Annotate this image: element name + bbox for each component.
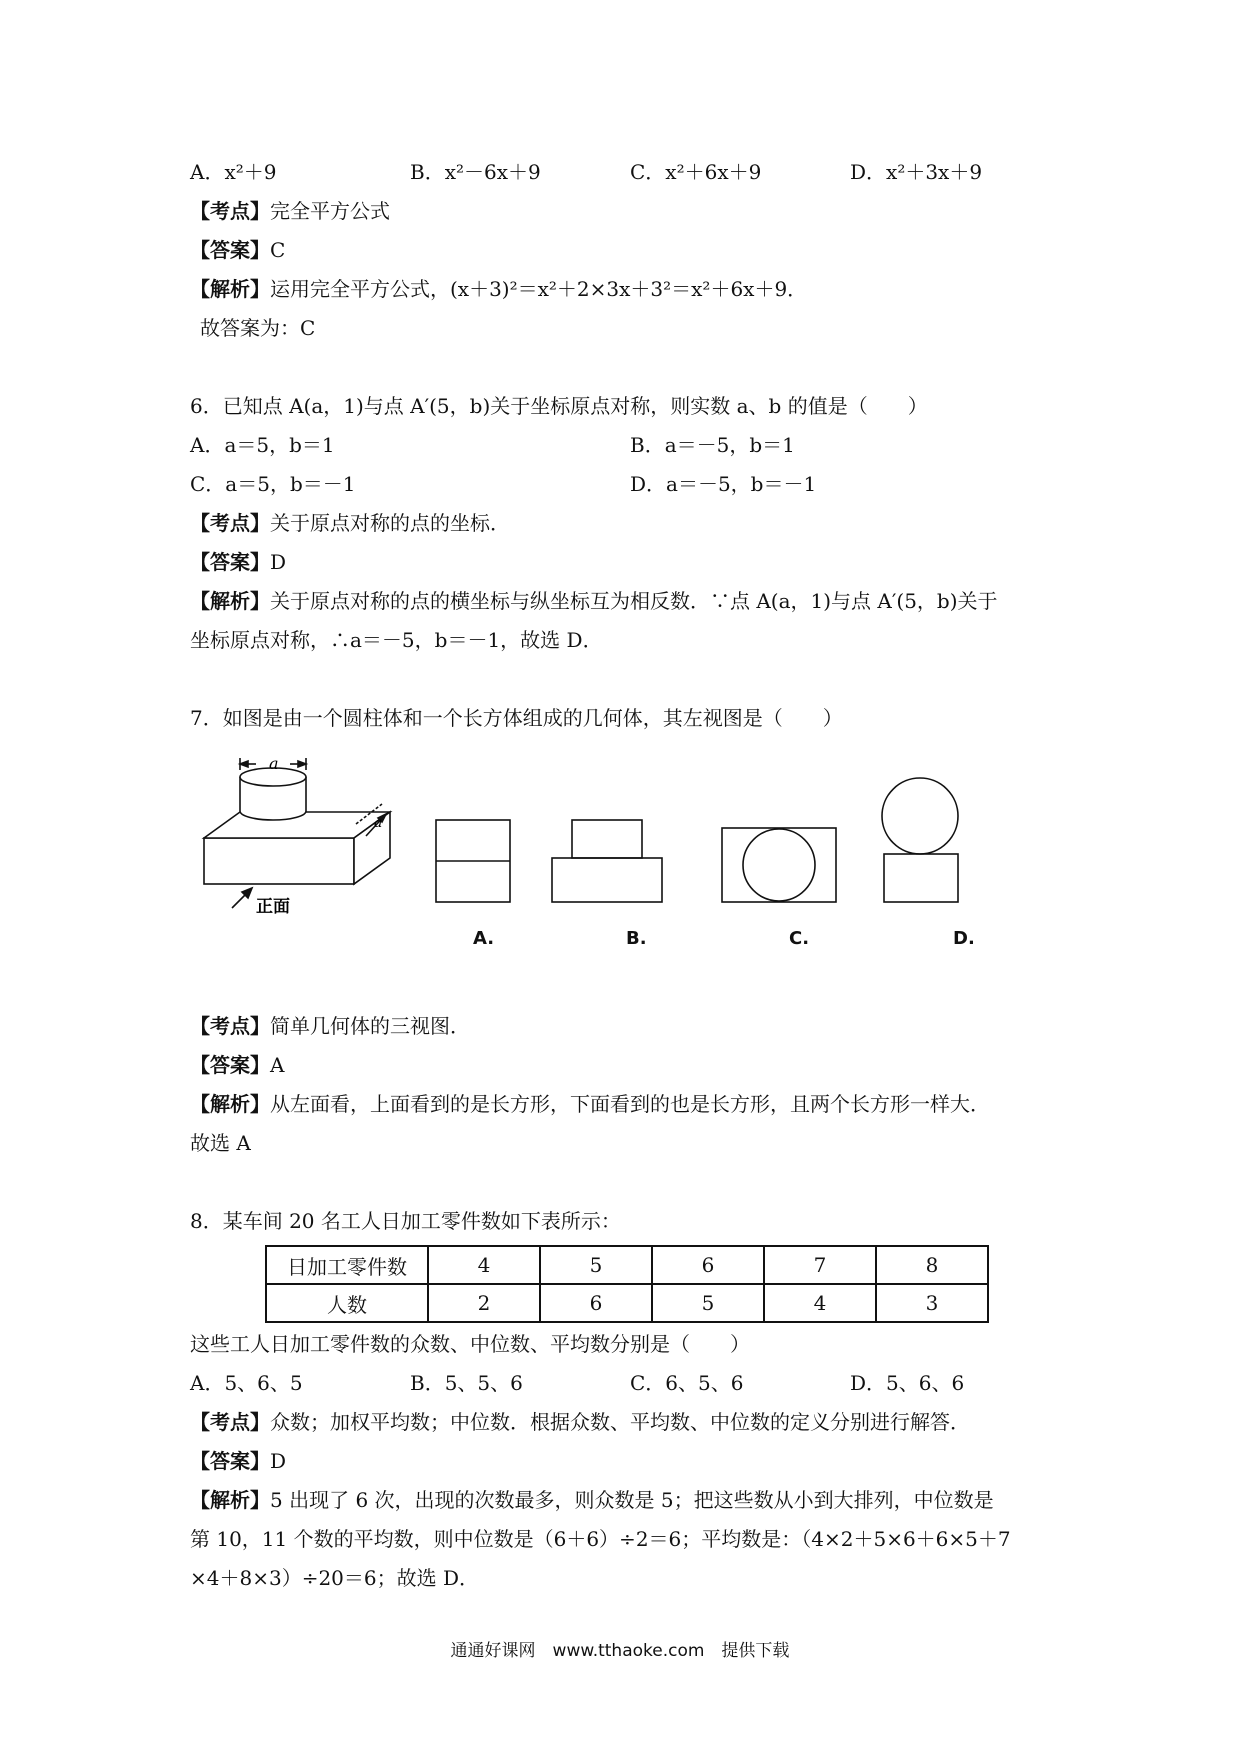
table-cell: 8	[876, 1246, 988, 1284]
choice-c-label: C.	[789, 928, 810, 949]
choice-a-label: A.	[473, 928, 495, 949]
solid-drawing	[204, 758, 390, 908]
choice-d-drawing	[882, 778, 958, 902]
q8-option-d: D．5、6、6	[850, 1371, 965, 1395]
dim-a-side: a	[374, 815, 383, 831]
answer-text: C	[270, 238, 286, 262]
q7-analysis	[190, 1090, 990, 1118]
q5-analysis	[190, 275, 807, 303]
q6-analysis	[190, 587, 998, 615]
table-cell: 2	[428, 1284, 540, 1322]
q8-frequency-table	[265, 1245, 989, 1323]
kaodian-tag: 【考点】	[190, 199, 270, 223]
analysis-text: 从左面看，上面看到的是长方形，下面看到的也是长方形，且两个长方形一样大．	[270, 1092, 990, 1116]
q5-option-d: D．x²＋3x＋9	[850, 160, 983, 184]
q8-answer	[190, 1447, 286, 1475]
answer-tag: 【答案】	[190, 1449, 270, 1473]
table-cell: 3	[876, 1284, 988, 1322]
kaodian-text: 简单几何体的三视图．	[270, 1014, 470, 1038]
q6-stem: 6．已知点 A(a，1)与点 A′(5，b)关于坐标原点对称，则实数 a、b 的值是（ ）	[190, 394, 928, 418]
q5-option-a: A．x²＋9	[190, 160, 277, 184]
q5-conclusion: 故答案为：C	[200, 316, 316, 340]
answer-tag: 【答案】	[190, 550, 270, 574]
q5-answer	[190, 236, 285, 264]
kaodian-text: 完全平方公式	[270, 199, 390, 223]
kaodian-text: 众数；加权平均数；中位数．根据众数、平均数、中位数的定义分别进行解答．	[270, 1410, 970, 1434]
q8-analysis-cont-2: ×4＋8×3）÷20＝6；故选 D．	[190, 1566, 480, 1590]
page-footer: 通通好课网 www.tthaoke.com 提供下载	[450, 1641, 790, 1661]
choice-c-drawing	[722, 828, 836, 902]
q7-answer	[190, 1051, 284, 1079]
q8-option-b: B．5、5、6	[410, 1371, 523, 1395]
q8-analysis-cont-1: 第 10，11 个数的平均数，则中位数是（6＋6）÷2＝6；平均数是：（4×2＋5×6＋6×5＋7	[190, 1527, 1011, 1551]
choice-b-drawing	[552, 820, 662, 902]
q6-option-d: D．a＝－5，b＝－1	[630, 472, 817, 496]
answer-text: D	[270, 1449, 287, 1473]
kaodian-tag: 【考点】	[190, 1014, 270, 1038]
answer-text: D	[270, 550, 287, 574]
q6-option-a: A．a＝5，b＝1	[190, 433, 335, 457]
answer-text: A	[270, 1053, 285, 1077]
q6-option-b: B．a＝－5，b＝1	[630, 433, 795, 457]
table-row	[266, 1284, 988, 1322]
q5-kaodian	[190, 197, 390, 225]
q8-option-a: A．5、6、5	[190, 1371, 303, 1395]
q7-stem: 7．如图是由一个圆柱体和一个长方体组成的几何体，其左视图是（ ）	[190, 706, 843, 730]
choice-a-drawing	[436, 820, 510, 902]
row-header: 日加工零件数	[266, 1246, 428, 1284]
q8-kaodian	[190, 1408, 970, 1436]
table-cell: 6	[540, 1284, 652, 1322]
table-cell: 5	[540, 1246, 652, 1284]
q5-option-c: C．x²＋6x＋9	[630, 160, 762, 184]
analysis-tag: 【解析】	[190, 1092, 270, 1116]
q6-analysis-cont: 坐标原点对称，∴a＝－5，b＝－1，故选 D．	[190, 628, 603, 652]
q8-analysis	[190, 1486, 994, 1514]
analysis-tag: 【解析】	[190, 1488, 270, 1512]
analysis-text: 运用完全平方公式，(x＋3)²＝x²＋2×3x＋3²＝x²＋6x＋9．	[270, 277, 808, 301]
table-cell: 6	[652, 1246, 764, 1284]
q8-stem: 8．某车间 20 名工人日加工零件数如下表所示：	[190, 1209, 621, 1233]
q8-option-c: C．6、5、6	[630, 1371, 744, 1395]
table-cell: 5	[652, 1284, 764, 1322]
table-cell: 4	[428, 1246, 540, 1284]
q7-conclusion: 故选 A	[190, 1131, 251, 1155]
analysis-tag: 【解析】	[190, 589, 270, 613]
kaodian-text: 关于原点对称的点的坐标．	[270, 511, 510, 535]
q8-question: 这些工人日加工零件数的众数、中位数、平均数分别是（ ）	[190, 1332, 750, 1356]
choice-b-label: B.	[626, 928, 647, 949]
table-row	[266, 1246, 988, 1284]
dim-a-top: a	[269, 754, 279, 773]
answer-tag: 【答案】	[190, 1053, 270, 1077]
q6-option-c: C．a＝5，b＝－1	[190, 472, 356, 496]
q7-kaodian	[190, 1012, 470, 1040]
table-cell: 4	[764, 1284, 876, 1322]
q5-option-b: B．x²－6x＋9	[410, 160, 541, 184]
analysis-text: 关于原点对称的点的横坐标与纵坐标互为相反数．∵点 A(a，1)与点 A′(5，b)关于	[270, 589, 998, 613]
kaodian-tag: 【考点】	[190, 1410, 270, 1434]
q6-answer	[190, 548, 286, 576]
q6-kaodian	[190, 509, 510, 537]
table-cell: 7	[764, 1246, 876, 1284]
analysis-tag: 【解析】	[190, 277, 270, 301]
answer-tag: 【答案】	[190, 238, 270, 262]
row-header: 人数	[266, 1284, 428, 1322]
q7-figure	[190, 750, 1010, 960]
choice-d-label: D.	[953, 928, 975, 949]
kaodian-tag: 【考点】	[190, 511, 270, 535]
front-label: 正面	[256, 897, 290, 917]
analysis-text: 5 出现了 6 次，出现的次数最多，则众数是 5；把这些数从小到大排列，中位数是	[270, 1488, 994, 1512]
